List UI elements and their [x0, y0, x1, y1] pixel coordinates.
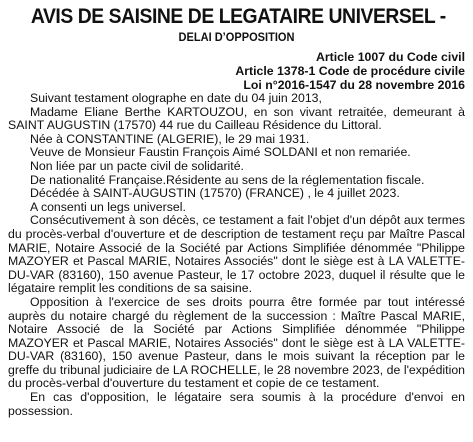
paragraph-pacs: Non liée par un pacte civil de solidarité.: [30, 158, 244, 173]
paragraph-deceased-identity: Madame Eliane Berthe KARTOUZOU, en son vivant retraitée, demeurant à SAINT AUGUSTIN (17570) 44 rue du Cailleau Résidence du Littoral.: [8, 104, 465, 133]
paragraph-opposition: Opposition à l'exercice de ses droits pourra être formée par tout intéressé auprès du notaire chargé du règlement de la succession : Maître Pascal MARIE, Notaire Associé de la Société par Actions Simplifiée dénommée "Philippe MAZOYER et Pascal MARIE, Notaires Associés" dont le siège est à LA VALETTE-DU-VAR (83160), 150 avenue Pasteur, dans le mois suivant la réception par le greffe du tribunal judiciaire de LA ROCHELLE, le 28 novembre 2023, de l'expédition du procès-verbal d'ouverture du testament et copie de ce testament.: [8, 294, 465, 391]
paragraph-birth: Née à CONSTANTINE (ALGERIE), le 29 mai 1931.: [30, 131, 310, 146]
paragraph-deposit: Consécutivement à son décès, ce testament a fait l'objet d'un dépôt aux termes du procès-verbal d'ouverture et de description de testament reçu par Maître Pascal MARIE, Notaire Associé de la Société par Actions Simplifiée dénommée "Philippe MAZOYER et Pascal MARIE, Notaires Associés" dont le siège est à LA VALETTE-DU-VAR (83160), 150 avenue Pasteur, le 17 octobre 2023, duquel il résulte que le légataire remplit les conditions de sa saisine.: [8, 213, 465, 296]
paragraph-testament-date: Suivant testament olographe en date du 04 juin 2013,: [30, 91, 322, 105]
reference-civil-procedure: Article 1378-1 Code de procédure civile: [235, 64, 465, 78]
notice-body: [8, 92, 465, 418]
notice-subtitle: DELAI D’OPPOSITION: [178, 30, 295, 44]
paragraph-possession: En cas d'opposition, le légataire sera soumis à la procédure d'envoi en possession.: [8, 390, 465, 418]
reference-law: Loi n°2016-1547 du 28 novembre 2016: [243, 78, 465, 92]
legal-references: [8, 50, 465, 92]
paragraph-nationality: De nationalité Française.Résidente au sens de la réglementation fiscale.: [30, 172, 425, 187]
notice-title: AVIS DE SAISINE DE LEGATAIRE UNIVERSEL -: [30, 4, 446, 28]
reference-civil-code: Article 1007 du Code civil: [316, 50, 465, 64]
paragraph-marital-status: Veuve de Monsieur Faustin François Aimé SOLDANI et non remariée.: [30, 145, 411, 160]
paragraph-legacy: A consenti un legs universel.: [30, 199, 186, 214]
paragraph-death: Décédée à SAINT-AUGUSTIN (17570) (FRANCE) , le 4 juillet 2023.: [30, 186, 400, 201]
